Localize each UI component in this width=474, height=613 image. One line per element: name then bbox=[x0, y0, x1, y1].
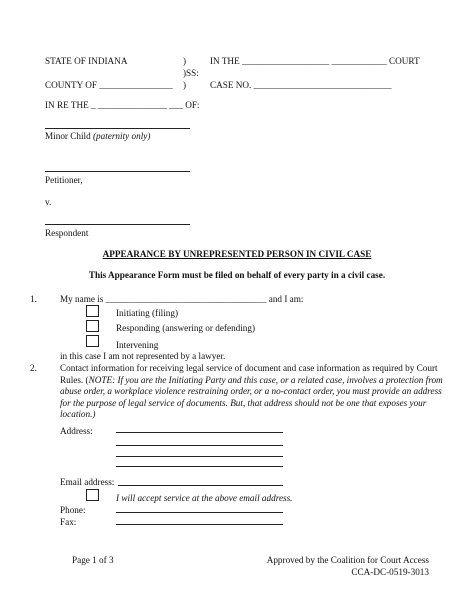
email-consent-label: I will accept service at the above email address. bbox=[116, 493, 293, 503]
intervening-checkbox[interactable] bbox=[86, 335, 99, 347]
page-number: Page 1 of 3 bbox=[72, 555, 114, 565]
phone-line[interactable] bbox=[116, 512, 283, 513]
fax-label: Fax: bbox=[60, 517, 77, 527]
state-label: STATE OF INDIANA bbox=[45, 56, 128, 66]
caption-paren: ) bbox=[183, 80, 187, 90]
petitioner-label: Petitioner, bbox=[45, 175, 83, 185]
form-code: CCA-DC-0519-3013 bbox=[351, 567, 429, 577]
address-line-4[interactable] bbox=[116, 466, 283, 467]
in-re-field[interactable]: IN RE THE _ _______________ ___ OF: bbox=[45, 100, 200, 110]
my-name-field[interactable]: My name is ___________________________________ and I am: bbox=[60, 294, 304, 304]
form-subtitle: This Appearance Form must be filed on behalf of every party in a civil case. bbox=[88, 270, 386, 280]
form-title: APPEARANCE BY UNREPRESENTED PERSON IN CIVIL CASE bbox=[102, 249, 372, 259]
respondent-label: Respondent bbox=[45, 228, 89, 238]
county-field[interactable]: COUNTY OF ________________ bbox=[45, 80, 173, 90]
court-field[interactable]: IN THE ___________________ ____________ COURT bbox=[210, 56, 420, 66]
email-label: Email address: bbox=[60, 477, 115, 487]
versus-label: v. bbox=[45, 197, 52, 207]
item-2-number: 2. bbox=[30, 363, 37, 373]
approval-statement: Approved by the Coalition for Court Access bbox=[266, 555, 429, 565]
initiating-label: Initiating (filing) bbox=[116, 308, 179, 318]
email-consent-checkbox[interactable] bbox=[86, 489, 99, 501]
contact-info-paragraph: Contact information for receiving legal service of document and case information as required by Court Rules. (NOTE: If you are the Initiating Party and this case, or a related case, involves a protection from abuse order, a workplace violence restraining order, or a no-contact order, you must provide an address for the purpose of legal service of documents. But, that address should not be one that exposes your location.) bbox=[60, 363, 443, 419]
address-line-3[interactable] bbox=[116, 456, 283, 457]
minor-child-line[interactable] bbox=[45, 128, 190, 129]
case-number-field[interactable]: CASE NO. ______________________________ bbox=[210, 80, 392, 90]
address-label: Address: bbox=[60, 426, 93, 436]
fax-line[interactable] bbox=[116, 524, 283, 525]
petitioner-line[interactable] bbox=[45, 171, 190, 172]
responding-label: Responding (answering or defending) bbox=[116, 323, 256, 333]
address-line-1[interactable] bbox=[116, 432, 283, 433]
responding-checkbox[interactable] bbox=[86, 320, 99, 332]
item-1-number: 1. bbox=[30, 294, 37, 304]
caption-paren: ) bbox=[183, 56, 187, 66]
minor-child-label: Minor Child (paternity only) bbox=[45, 131, 151, 141]
address-line-2[interactable] bbox=[116, 445, 283, 446]
initiating-checkbox[interactable] bbox=[86, 305, 99, 317]
email-line[interactable] bbox=[118, 485, 283, 486]
ss-label: )SS: bbox=[183, 68, 199, 78]
intervening-label: Intervening bbox=[116, 340, 159, 350]
respondent-line[interactable] bbox=[45, 224, 190, 225]
not-represented-text: in this case I am not represented by a lawyer. bbox=[60, 351, 226, 361]
phone-label: Phone: bbox=[60, 505, 86, 515]
